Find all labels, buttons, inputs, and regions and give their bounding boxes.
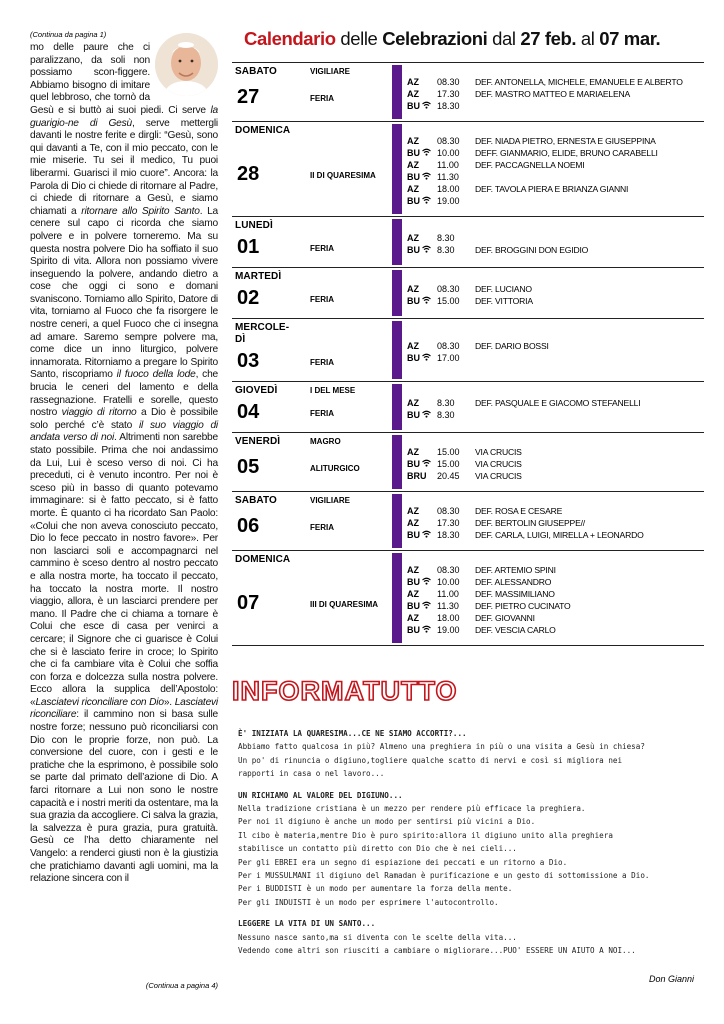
mass-location: AZ: [407, 589, 419, 599]
mass-row: [407, 171, 658, 183]
mass-intention: VIA CRUCIS: [475, 459, 522, 469]
day-color-bar: [392, 494, 402, 548]
mass-time: 19.00: [437, 625, 460, 635]
mass-intention: DEF. PACCAGNELLA NOEMI: [475, 160, 585, 170]
mass-location: BU: [407, 410, 437, 420]
article-segment: a Dio è possibile solo perché c’è stato: [30, 407, 219, 431]
mass-location: AZ: [407, 518, 419, 528]
day-date: 06: [237, 515, 260, 537]
broadcast-icon: [422, 410, 431, 420]
info-spacer: [238, 781, 708, 789]
mass-time: 18.30: [437, 101, 460, 111]
article-segment: mo delle paure che ci paralizzano, da soli non possiamo scon-figgere. Abbiamo bisogno di imitare quel lebbroso, che tornò da Gesù e si buttò ai suoi piedi. Ci serve: [30, 42, 211, 116]
mass-time: 15.00: [437, 459, 460, 469]
mass-time: 11.00: [437, 589, 459, 599]
weekday-label: DOMENICA: [235, 554, 291, 565]
calendar-day: [232, 382, 704, 433]
mass-row: [407, 159, 658, 171]
info-line: Per i MUSSULMANI il digiuno del Ramadan è purificazione e un gesto di sottomissione a Dio.: [238, 871, 650, 881]
mass-row: [407, 195, 658, 207]
article-segment: , che brucia le ceneri del lamento e della rassegnazione. Fratelli e sorelle, questo nostro: [30, 369, 218, 419]
day-note: VIGILIARE: [310, 496, 351, 505]
day-color-bar: [392, 553, 402, 643]
info-line: rapporti in casa o nel lavoro...: [238, 769, 385, 779]
mass-location: AZ: [407, 89, 419, 99]
liturgical-label: ALITURGICO: [310, 464, 360, 473]
mass-location: AZ: [407, 284, 419, 294]
day-color-bar: [392, 219, 402, 265]
broadcast-icon: [422, 530, 431, 540]
mass-time: 17.00: [437, 353, 460, 363]
info-heading: LEGGERE LA VITA DI UN SANTO...: [238, 919, 376, 929]
mass-intention: DEF. VITTORIA: [475, 296, 533, 306]
mass-row: [407, 576, 570, 588]
continued-from-note: (Continua da pagina 1): [30, 30, 107, 39]
informatutto-logo: [230, 676, 510, 706]
mass-row: [407, 244, 588, 256]
calendar-day: [232, 492, 704, 551]
mass-location: BU: [407, 577, 437, 587]
mass-row: [407, 295, 533, 307]
mass-time: 8.30: [437, 410, 455, 420]
broadcast-icon: [422, 245, 431, 255]
mass-row: [407, 283, 533, 295]
mass-row: [407, 529, 644, 541]
info-line: Per gli INDUISTI è un modo per esprimere l'autocontrollo.: [238, 897, 499, 907]
info-line: Un po' di rinuncia o digiuno,togliere qualche scatto di nervi e così si migliora nei: [238, 755, 623, 765]
mass-row: [407, 505, 644, 517]
celebrations-calendar: [232, 62, 704, 646]
mass-time: 17.30: [437, 518, 460, 528]
info-line: Per gli EBREI era un segno di espiazione dei peccati e un ritorno a Dio.: [238, 857, 568, 867]
mass-list: [407, 446, 522, 482]
title-word: dal: [487, 28, 521, 49]
day-color-bar: [392, 321, 402, 379]
mass-time: 8.30: [437, 233, 455, 243]
article-emphasis: il suo viaggio di andata verso di noi: [30, 419, 218, 444]
title-date-end: 07 mar.: [599, 28, 661, 49]
mass-row: [407, 624, 570, 636]
mass-time: 08.30: [437, 136, 460, 146]
mass-time: 20.45: [437, 471, 460, 481]
calendar-day: [232, 319, 704, 382]
day-color-bar: [392, 384, 402, 430]
title-word: al: [576, 28, 600, 49]
mass-time: 18.00: [437, 613, 460, 623]
calendar-day: [232, 268, 704, 319]
mass-location: BU: [407, 353, 437, 363]
weekday-label: GIOVEDÌ: [235, 385, 278, 396]
info-line: Per i BUDDISTI è un modo per aumentare la forza della mente.: [238, 884, 513, 894]
calendar-day: [232, 217, 704, 268]
day-note: MAGRO: [310, 437, 341, 446]
broadcast-icon: [422, 601, 431, 611]
weekday-label: VENERDÌ: [235, 436, 281, 447]
info-line: Per noi il digiuno è anche un modo per sentirsi più vicini a Dio.: [238, 817, 536, 827]
mass-location: BU: [407, 245, 437, 255]
mass-intention: DEF. ROSA E CESARE: [475, 506, 563, 516]
mass-list: [407, 232, 588, 256]
mass-time: 10.00: [437, 577, 460, 587]
mass-row: [407, 409, 640, 421]
mass-row: [407, 470, 522, 482]
info-line: Abbiamo fatto qualcosa in più? Almeno una preghiera in più o una visita a Gesù in chiesa?: [238, 742, 645, 752]
mass-row: [407, 100, 683, 112]
liturgical-label: FERIA: [310, 409, 334, 418]
liturgical-label: III DI QUARESIMA: [310, 600, 379, 609]
mass-time: 8.30: [437, 245, 455, 255]
mass-location: AZ: [407, 341, 419, 351]
mass-row: [407, 564, 570, 576]
weekday-label-cont: DÌ: [235, 334, 246, 345]
article-segment: , serve mettergli davanti le nostre ferite e dirgli: “Gesù, sono qui davanti a Te, con il mio peccato, con le mie miserie. Tu sei il medico, Tu puoi liberarmi. Guarisci il mio cuore”. Ancora: la Parola di Dio ci chiede di ritornare al Padre, ci chiede di ritornare a Gesù, e siamo chiamati a: [30, 117, 218, 217]
mass-intention: VIA CRUCIS: [475, 447, 522, 457]
mass-location: AZ: [407, 447, 419, 457]
broadcast-icon: [422, 353, 431, 363]
liturgical-label: FERIA: [310, 244, 334, 253]
broadcast-icon: [422, 101, 431, 111]
mass-intention: DEF. MASTRO MATTEO E MARIAELENA: [475, 89, 631, 99]
mass-intention: DEF. BROGGINI DON EGIDIO: [475, 245, 589, 255]
mass-location: AZ: [407, 506, 419, 516]
mass-location: AZ: [407, 184, 419, 194]
article-segment: . Altrimenti non sarebbe stato possibile. Prima che noi andassimo da Lui, Lui è sceso verso di noi. Ci ha preceduti, ci è venuto incontro. Per noi è sceso più in basso di quanto potevamo immaginare: si è fatto peccato, si è fatto morte. È quanto ci ha ricordato San Paolo: «Colui che non aveva conosciuto peccato, Dio lo fece peccato in nostro favore». Per non lasciarci soli e accompagnarci nel cammino è sceso dentro al nostro peccato e alla nostra morte, ha toccato il peccato, ha toccato la nostra morte. Il nostro viaggio, allora, è un lasciarci prendere per mano. Il Padre che ci chiama a tornare è Colui che esce di casa per venirci a cercare; il Signore che ci guarisce è Colui che si è lasciato ferire in croce; lo Spirito che ci fa cambiare vita è Colui che soffia con forza e dolcezza sulla nostra polvere. Ecco allora la supplica dell’Apostolo: «: [30, 432, 218, 708]
mass-time: 15.00: [437, 296, 460, 306]
day-date: 01: [237, 236, 260, 258]
mass-row: [407, 600, 570, 612]
mass-location: AZ: [407, 160, 419, 170]
mass-location: AZ: [407, 613, 419, 623]
day-note: VIGILIARE: [310, 67, 351, 76]
info-line: Nella tradizione cristiana è un mezzo per rendere più efficace la preghiera.: [238, 804, 586, 814]
day-date: 07: [237, 592, 260, 614]
mass-intention: DEF. GIOVANNI: [475, 613, 535, 623]
article-emphasis: Lasciatevi riconciliare con Dio: [35, 696, 164, 708]
liturgical-label: FERIA: [310, 523, 334, 532]
liturgical-label: FERIA: [310, 358, 334, 367]
mass-location: AZ: [407, 233, 419, 243]
broadcast-icon: [422, 459, 431, 469]
day-color-bar: [392, 435, 402, 489]
mass-row: [407, 397, 640, 409]
mass-time: 08.30: [437, 506, 460, 516]
informatutto-heading: [230, 676, 510, 711]
mass-row: [407, 612, 570, 624]
day-date: 27: [237, 86, 260, 108]
info-heading: È' INIZIATA LA QUARESIMA...CE NE SIAMO ACCORTI?...: [238, 729, 467, 738]
info-heading: UN RICHIAMO AL VALORE DEL DIGIUNO...: [238, 790, 403, 800]
weekday-label: SABATO: [235, 66, 277, 77]
mass-intention: DEF. ARTEMIO SPINI: [475, 565, 556, 575]
mass-list: [407, 340, 549, 364]
weekday-label: LUNEDÌ: [235, 220, 273, 231]
mass-location: BU: [407, 196, 437, 206]
liturgical-label: II DI QUARESIMA: [310, 171, 376, 180]
broadcast-icon: [422, 625, 431, 635]
mass-time: 8.30: [437, 398, 455, 408]
day-color-bar: [392, 65, 402, 119]
mass-row: [407, 232, 588, 244]
mass-time: 08.30: [437, 565, 460, 575]
mass-intention: DEF. TAVOLA PIERA E BRIANZA GIANNI: [475, 184, 629, 194]
day-color-bar: [392, 270, 402, 316]
article-emphasis: il fuoco della lode: [116, 369, 196, 381]
calendar-title: [244, 28, 660, 50]
info-line: Vedendo come altri son riusciti a cambiare o migliorare...PUO' ESSERE UN AIUTO A NOI...: [238, 946, 636, 956]
weekday-label: MARTEDÌ: [235, 271, 282, 282]
article-emphasis: viaggio di ritorno: [61, 407, 137, 419]
weekday-label: DOMENICA: [235, 125, 291, 136]
mass-list: [407, 135, 658, 207]
calendar-day: [232, 551, 704, 646]
mass-intention: DEF. NIADA PIETRO, ERNESTA E GIUSEPPINA: [475, 136, 656, 146]
title-date-start: 27 feb.: [520, 28, 577, 49]
article-column: [30, 30, 218, 990]
mass-time: 11.30: [437, 172, 459, 182]
mass-location: AZ: [407, 565, 419, 575]
mass-intention: DEF. VESCIA CARLO: [475, 625, 556, 635]
mass-intention: DEF. DARIO BOSSI: [475, 341, 549, 351]
liturgical-label: FERIA: [310, 295, 334, 304]
mass-time: 19.00: [437, 196, 460, 206]
mass-list: [407, 283, 533, 307]
day-date: 04: [237, 401, 260, 423]
mass-row: [407, 517, 644, 529]
title-word-celebrazioni: Celebrazioni: [382, 28, 488, 49]
mass-list: [407, 397, 640, 421]
liturgical-label: FERIA: [310, 94, 334, 103]
day-date: 03: [237, 350, 260, 372]
info-line: Il cibo è materia,mentre Dio è puro spirito:allora il digiuno unito alla preghiera: [238, 830, 613, 840]
mass-row: [407, 76, 683, 88]
mass-intention: VIA CRUCIS: [475, 471, 522, 481]
mass-list: [407, 564, 570, 636]
mass-location: BU: [407, 625, 437, 635]
day-date: 02: [237, 287, 260, 309]
day-date: 05: [237, 456, 260, 478]
mass-location: BU: [407, 601, 437, 611]
mass-intention: DEFF. GIANMARIO, ELIDE, BRUNO CARABELLI: [475, 148, 658, 158]
mass-location: BU: [407, 530, 437, 540]
calendar-day: [232, 122, 704, 217]
mass-row: [407, 88, 683, 100]
mass-row: [407, 352, 549, 364]
mass-intention: DEF. MASSIMILIANO: [475, 589, 555, 599]
mass-intention: DEF. ALESSANDRO: [475, 577, 552, 587]
article-segment: : il cammino non si basa sulle nostre forze; nessuno può riconciliarsi con Dio con le proprie forze, non può. La conversione del cuore, con i gesti e le pratiche che la esprimono, è possibile solo se parte dal primato dell’azione di Dio. A farci ritornare a Lui non sono le nostre capacità e i nostri meriti da ostentare, ma la sua grazia da accogliere. Ci salva la grazia, la salvezza è pura grazia, pura gratuità. Gesù ce l’ha detto chiaramente nel Vangelo: a renderci giusti non è la giustizia che pratichiamo davanti agli uomini, ma la relazione sincera con il: [30, 709, 218, 885]
article-emphasis: Lasciatevi riconciliare: [30, 696, 218, 721]
mass-location: AZ: [407, 77, 419, 87]
article-segment: . La cenere sul capo ci ricorda che siamo polvere e in polvere torneremo. Ma su questa nostra polvere Dio ha soffiato il suo Spirito di vita. Allora non possiamo vivere inseguendo la polvere, andando dietro a cose che oggi ci sono e domani svaniscono. Torniamo allo Spirito, Datore di vita, torniamo al Fuoco che fa risorgere le nostre ceneri, a quel Fuoco che ci insegna ad amare. Saremo sempre polvere ma, come dice un inno liturgico, polvere innamorata. Ritorniamo a pregare lo Spirito Santo, riscopriamo: [30, 205, 219, 381]
article-emphasis: la guarigio-ne di Gesù: [30, 104, 218, 129]
calendar-day: [232, 62, 704, 122]
weekday-label: MERCOLE-: [235, 322, 290, 333]
mass-row: [407, 446, 522, 458]
broadcast-icon: [422, 577, 431, 587]
mass-list: [407, 505, 644, 541]
mass-time: 11.00: [437, 160, 459, 170]
article-emphasis: ritornare allo Spirito Santo: [81, 205, 200, 217]
mass-list: [407, 76, 683, 112]
mass-time: 18.30: [437, 530, 460, 540]
info-spacer: [238, 909, 708, 917]
signature: Don Gianni: [648, 974, 694, 984]
mass-intention: DEF. CARLA, LUIGI, MIRELLA + LEONARDO: [475, 530, 644, 540]
mass-intention: DEF. ANTONELLA, MICHELE, EMANUELE E ALBERTO: [475, 77, 683, 87]
article-segment: ».: [163, 696, 175, 708]
mass-location: AZ: [407, 136, 419, 146]
calendar-day: [232, 433, 704, 492]
mass-row: [407, 135, 658, 147]
mass-time: 17.30: [437, 89, 460, 99]
mass-row: [407, 588, 570, 600]
broadcast-icon: [422, 148, 431, 158]
broadcast-icon: [422, 296, 431, 306]
mass-row: [407, 183, 658, 195]
mass-time: 15.00: [437, 447, 460, 457]
mass-time: 11.30: [437, 601, 459, 611]
mass-location: BU: [407, 148, 437, 158]
svg-text:INFORMATUTTO: INFORMATUTTO: [232, 676, 458, 706]
day-note: I DEL MESE: [310, 386, 356, 395]
mass-time: 08.30: [437, 341, 460, 351]
day-color-bar: [392, 124, 402, 214]
mass-location: AZ: [407, 398, 419, 408]
article-text: [30, 42, 218, 886]
weekday-label: SABATO: [235, 495, 277, 506]
mass-intention: DEF. PIETRO CUCINATO: [475, 601, 571, 611]
title-word-calendario: Calendario: [244, 28, 336, 49]
info-line: Nessuno nasce santo,ma si diventa con le scelte della vita...: [238, 932, 517, 942]
mass-time: 18.00: [437, 184, 460, 194]
mass-location: BU: [407, 101, 437, 111]
mass-row: [407, 147, 658, 159]
mass-intention: DEF. LUCIANO: [475, 284, 532, 294]
mass-row: [407, 340, 549, 352]
day-date: 28: [237, 163, 260, 185]
mass-location: BU: [407, 459, 437, 469]
informatutto-text: [238, 727, 708, 958]
mass-time: 08.30: [437, 284, 460, 294]
mass-row: [407, 458, 522, 470]
mass-time: 08.30: [437, 77, 460, 87]
mass-intention: DEF. PASQUALE E GIACOMO STEFANELLI: [475, 398, 641, 408]
mass-location: BRU: [407, 471, 427, 481]
mass-location: BU: [407, 172, 437, 182]
title-word: delle: [335, 28, 383, 49]
broadcast-icon: [422, 172, 431, 182]
broadcast-icon: [422, 196, 431, 206]
mass-time: 10.00: [437, 148, 460, 158]
mass-intention: DEF. BERTOLIN GIUSEPPE//: [475, 518, 585, 528]
mass-location: BU: [407, 296, 437, 306]
info-line: stabilisce un contatto più diretto con Dio che è nei cieli...: [238, 844, 517, 854]
continued-to-note: (Continua a pagina 4): [145, 981, 218, 990]
